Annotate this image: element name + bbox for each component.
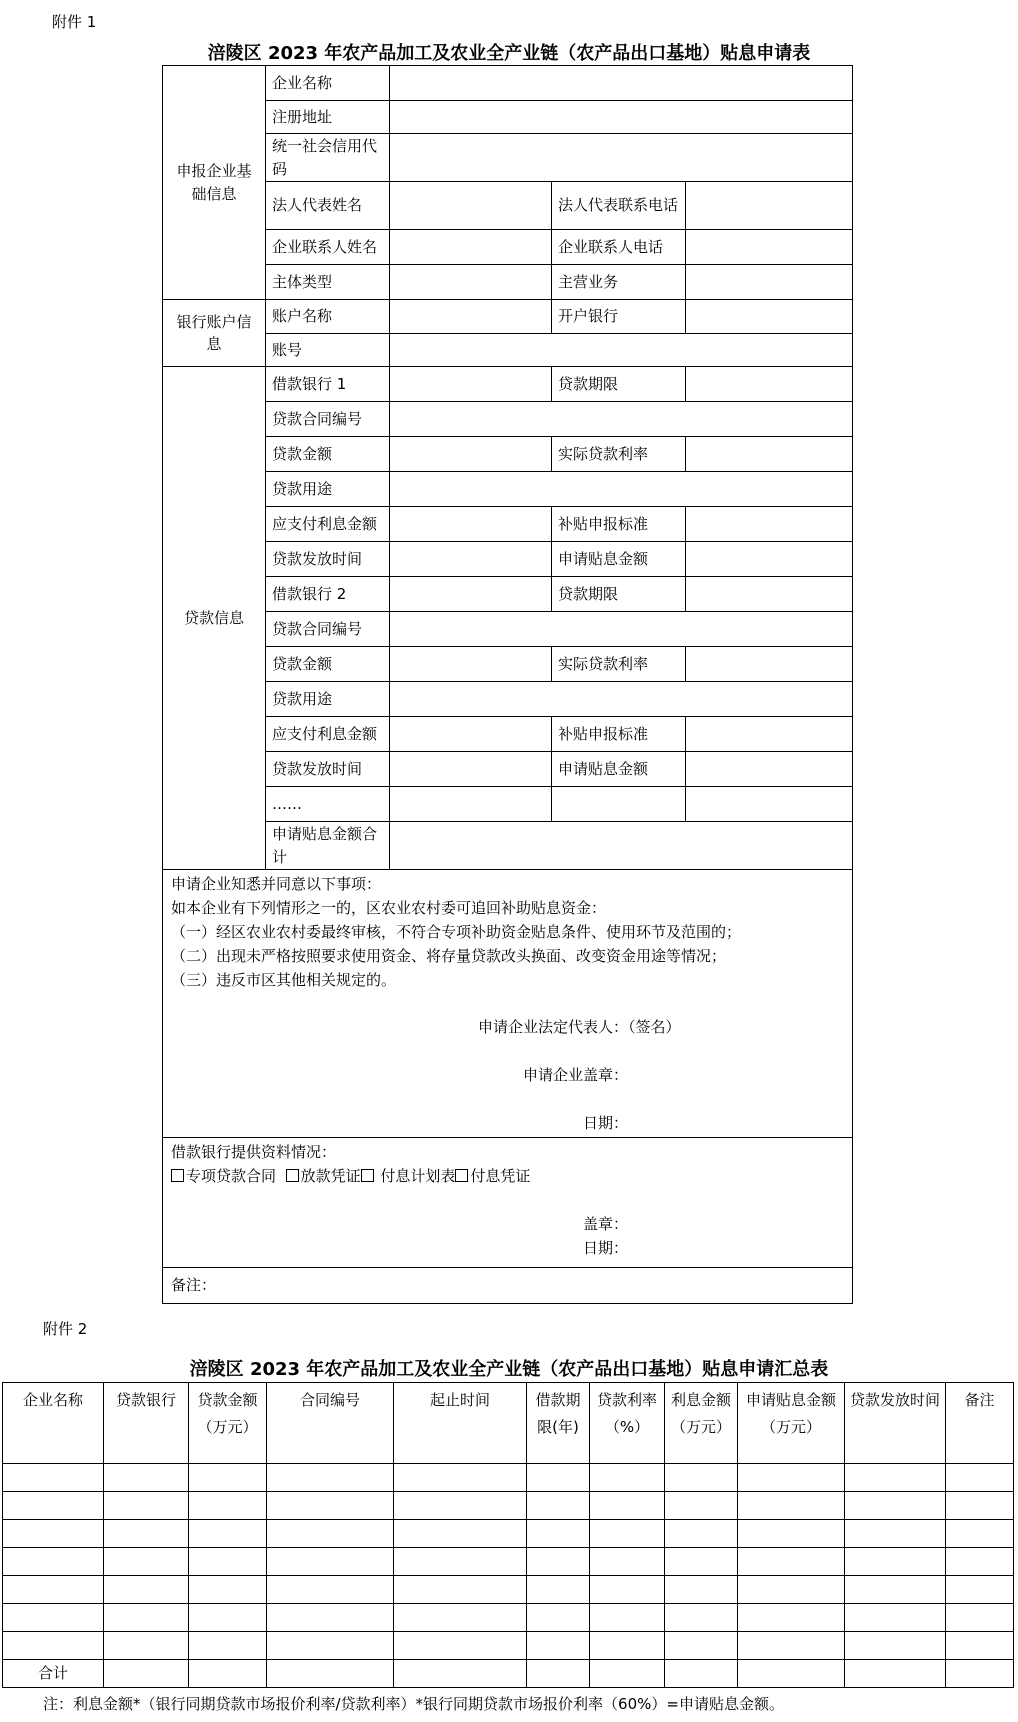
table-row bbox=[3, 1548, 1014, 1576]
input-main-business[interactable] bbox=[686, 265, 853, 300]
summary-cell[interactable] bbox=[189, 1576, 267, 1604]
input-ellipsis-2[interactable] bbox=[552, 787, 686, 822]
summary-total-cell[interactable] bbox=[104, 1660, 189, 1688]
summary-cell[interactable] bbox=[590, 1576, 665, 1604]
label-account-name: 账户名称 bbox=[266, 300, 390, 334]
input-actual-rate[interactable] bbox=[686, 437, 853, 472]
input-credit-code[interactable] bbox=[390, 134, 853, 182]
summary-table bbox=[2, 1382, 1014, 1688]
checkbox-voucher[interactable] bbox=[286, 1169, 299, 1182]
input-loan-term[interactable] bbox=[686, 367, 853, 402]
summary-total-row bbox=[3, 1660, 1014, 1688]
summary-header-cell: 贷款金额（万元） bbox=[189, 1383, 267, 1464]
input-subsidy-standard[interactable] bbox=[686, 507, 853, 542]
summary-cell[interactable] bbox=[104, 1492, 189, 1520]
attachment-label-1: 附件 1 bbox=[52, 13, 97, 31]
summary-header-cell: 企业名称 bbox=[3, 1383, 104, 1464]
input-loan-bank-2[interactable] bbox=[390, 577, 552, 612]
summary-cell[interactable] bbox=[665, 1464, 738, 1492]
summary-cell[interactable] bbox=[394, 1604, 527, 1632]
summary-cell[interactable] bbox=[527, 1576, 590, 1604]
label-actual-rate-2: 实际贷款利率 bbox=[552, 647, 686, 682]
summary-cell[interactable] bbox=[104, 1576, 189, 1604]
summary-header-cell: 贷款银行 bbox=[104, 1383, 189, 1464]
attachment-label-2: 附件 2 bbox=[43, 1320, 88, 1338]
label-actual-rate: 实际贷款利率 bbox=[552, 437, 686, 472]
remark-field[interactable] bbox=[163, 1268, 853, 1304]
label-contract-no-2: 贷款合同编号 bbox=[266, 612, 390, 647]
summary-cell[interactable] bbox=[394, 1492, 527, 1520]
label-legal-name: 法人代表姓名 bbox=[266, 182, 390, 230]
label-release-time-2: 贷款发放时间 bbox=[266, 752, 390, 787]
summary-cell[interactable] bbox=[104, 1548, 189, 1576]
summary-cell[interactable] bbox=[845, 1576, 946, 1604]
label-contact-phone: 企业联系人电话 bbox=[552, 230, 686, 265]
summary-cell[interactable] bbox=[104, 1520, 189, 1548]
label-release-time: 贷款发放时间 bbox=[266, 542, 390, 577]
label-loan-amount: 贷款金额 bbox=[266, 437, 390, 472]
summary-cell[interactable] bbox=[267, 1548, 394, 1576]
table-row bbox=[3, 1604, 1014, 1632]
table-row bbox=[3, 1464, 1014, 1492]
label-credit-code: 统一社会信用代码 bbox=[266, 134, 390, 182]
summary-cell[interactable] bbox=[527, 1464, 590, 1492]
summary-cell[interactable] bbox=[3, 1464, 104, 1492]
option-voucher-label: 放款凭证 bbox=[300, 1167, 361, 1185]
summary-cell[interactable] bbox=[665, 1632, 738, 1660]
summary-cell[interactable] bbox=[189, 1632, 267, 1660]
summary-header-cell: 起止时间 bbox=[394, 1383, 527, 1464]
table-row bbox=[3, 1520, 1014, 1548]
summary-cell[interactable] bbox=[527, 1632, 590, 1660]
summary-cell[interactable] bbox=[738, 1632, 845, 1660]
section-basic-info: 申报企业基础信息 bbox=[163, 66, 266, 300]
summary-header-cell: 备注 bbox=[946, 1383, 1014, 1464]
summary-header-row bbox=[3, 1383, 1014, 1464]
summary-cell[interactable] bbox=[845, 1520, 946, 1548]
bank-date-label: 日期： bbox=[583, 1239, 629, 1257]
summary-total-cell[interactable] bbox=[845, 1660, 946, 1688]
checkbox-payment[interactable] bbox=[455, 1169, 468, 1182]
input-apply-total[interactable] bbox=[390, 822, 853, 870]
summary-cell[interactable] bbox=[738, 1576, 845, 1604]
summary-cell[interactable] bbox=[738, 1604, 845, 1632]
summary-cell[interactable] bbox=[590, 1632, 665, 1660]
summary-total-cell[interactable] bbox=[946, 1660, 1014, 1688]
summary-cell[interactable] bbox=[738, 1548, 845, 1576]
summary-cell[interactable] bbox=[3, 1548, 104, 1576]
company-seal-label: 申请企业盖章： bbox=[523, 1066, 629, 1084]
label-loan-bank-2: 借款银行 2 bbox=[266, 577, 390, 612]
label-loan-use: 贷款用途 bbox=[266, 472, 390, 507]
input-apply-amount[interactable] bbox=[686, 542, 853, 577]
label-loan-term-2: 贷款期限 bbox=[552, 577, 686, 612]
agreement-item-3: （三）违反市区其他相关规定的。 bbox=[171, 971, 397, 989]
summary-cell[interactable] bbox=[189, 1548, 267, 1576]
table-row bbox=[3, 1576, 1014, 1604]
input-loan-bank-1[interactable] bbox=[390, 367, 552, 402]
summary-cell[interactable] bbox=[845, 1464, 946, 1492]
summary-cell[interactable] bbox=[3, 1492, 104, 1520]
summary-cell[interactable] bbox=[394, 1576, 527, 1604]
label-entity-type: 主体类型 bbox=[266, 265, 390, 300]
input-loan-use-2[interactable] bbox=[390, 682, 853, 717]
summary-cell[interactable] bbox=[267, 1492, 394, 1520]
label-apply-amount-2: 申请贴息金额 bbox=[552, 752, 686, 787]
section-loan-info: 贷款信息 bbox=[163, 367, 266, 870]
label-interest-payable: 应支付利息金额 bbox=[266, 507, 390, 542]
summary-cell[interactable] bbox=[590, 1548, 665, 1576]
summary-cell[interactable] bbox=[590, 1492, 665, 1520]
summary-total-cell[interactable] bbox=[665, 1660, 738, 1688]
summary-cell[interactable] bbox=[845, 1604, 946, 1632]
option-plan-label: 付息计划表 bbox=[380, 1167, 456, 1185]
label-subsidy-standard: 补贴申报标准 bbox=[552, 507, 686, 542]
summary-total-cell[interactable] bbox=[189, 1660, 267, 1688]
summary-header-cell: 借款期限(年) bbox=[527, 1383, 590, 1464]
agreement-intro: 如本企业有下列情形之一的，区农业农村委可追回补助贴息资金： bbox=[171, 899, 607, 917]
summary-cell[interactable] bbox=[527, 1520, 590, 1548]
bank-materials-title: 借款银行提供资料情况： bbox=[171, 1143, 337, 1161]
input-open-bank[interactable] bbox=[686, 300, 853, 334]
summary-cell[interactable] bbox=[738, 1492, 845, 1520]
summary-cell[interactable] bbox=[946, 1548, 1014, 1576]
input-contact-name[interactable] bbox=[390, 230, 552, 265]
summary-header-cell: 利息金额（万元） bbox=[665, 1383, 738, 1464]
input-subsidy-standard-2[interactable] bbox=[686, 717, 853, 752]
label-legal-phone: 法人代表联系电话 bbox=[552, 182, 686, 230]
input-contact-phone[interactable] bbox=[686, 230, 853, 265]
remark-label: 备注： bbox=[171, 1276, 217, 1295]
input-release-time[interactable] bbox=[390, 542, 552, 577]
summary-cell[interactable] bbox=[267, 1520, 394, 1548]
input-contract-no[interactable] bbox=[390, 402, 853, 437]
label-contact-name: 企业联系人姓名 bbox=[266, 230, 390, 265]
checkbox-contract[interactable] bbox=[171, 1169, 184, 1182]
section-bank-info: 银行账户信息 bbox=[163, 300, 266, 367]
summary-title: 涪陵区 2023 年农产品加工及农业全产业链（农产品出口基地）贴息申请汇总表 bbox=[189, 1359, 829, 1380]
input-legal-name[interactable] bbox=[390, 182, 552, 230]
label-ellipsis: …… bbox=[266, 787, 390, 822]
summary-cell[interactable] bbox=[189, 1520, 267, 1548]
label-main-business: 主营业务 bbox=[552, 265, 686, 300]
summary-cell[interactable] bbox=[590, 1464, 665, 1492]
summary-cell[interactable] bbox=[394, 1464, 527, 1492]
summary-cell[interactable] bbox=[104, 1464, 189, 1492]
summary-cell[interactable] bbox=[527, 1604, 590, 1632]
agreement-item-2: （二）出现未严格按照要求使用资金、将存量贷款改头换面、改变资金用途等情况； bbox=[171, 947, 727, 965]
summary-cell[interactable] bbox=[394, 1548, 527, 1576]
label-contract-no: 贷款合同编号 bbox=[266, 402, 390, 437]
summary-cell[interactable] bbox=[189, 1464, 267, 1492]
bank-seal-label: 盖章： bbox=[583, 1215, 629, 1233]
agreement-section bbox=[163, 870, 853, 1138]
input-account-name[interactable] bbox=[390, 300, 552, 334]
label-company-name: 企业名称 bbox=[266, 66, 390, 101]
bank-materials-options bbox=[171, 1164, 844, 1188]
summary-cell[interactable] bbox=[267, 1632, 394, 1660]
label-apply-total: 申请贴息金额合计 bbox=[266, 822, 390, 870]
summary-cell[interactable] bbox=[946, 1604, 1014, 1632]
summary-cell[interactable] bbox=[104, 1604, 189, 1632]
summary-cell[interactable] bbox=[267, 1576, 394, 1604]
label-loan-use-2: 贷款用途 bbox=[266, 682, 390, 717]
summary-cell[interactable] bbox=[394, 1632, 527, 1660]
summary-cell[interactable] bbox=[527, 1492, 590, 1520]
summary-cell[interactable] bbox=[3, 1632, 104, 1660]
legal-signature-label: 申请企业法定代表人：（签名） bbox=[478, 1018, 681, 1036]
summary-cell[interactable] bbox=[3, 1604, 104, 1632]
summary-total-cell[interactable] bbox=[590, 1660, 665, 1688]
summary-header-cell: 合同编号 bbox=[267, 1383, 394, 1464]
summary-header-cell: 贷款发放时间 bbox=[845, 1383, 946, 1464]
application-form bbox=[162, 65, 853, 1304]
input-ellipsis-3[interactable] bbox=[686, 787, 853, 822]
input-legal-phone[interactable] bbox=[686, 182, 853, 230]
label-apply-amount: 申请贴息金额 bbox=[552, 542, 686, 577]
summary-cell[interactable] bbox=[527, 1548, 590, 1576]
input-reg-address[interactable] bbox=[390, 101, 853, 134]
label-reg-address: 注册地址 bbox=[266, 101, 390, 134]
label-subsidy-standard-2: 补贴申报标准 bbox=[552, 717, 686, 752]
summary-cell[interactable] bbox=[946, 1576, 1014, 1604]
summary-total-cell[interactable] bbox=[527, 1660, 590, 1688]
label-open-bank: 开户银行 bbox=[552, 300, 686, 334]
summary-cell[interactable] bbox=[665, 1520, 738, 1548]
summary-cell[interactable] bbox=[665, 1492, 738, 1520]
footnote: 注：利息金额*（银行同期贷款市场报价利率/贷款利率）*银行同期贷款市场报价利率（60%）=申请贴息金额。 bbox=[43, 1695, 784, 1713]
summary-total-cell[interactable] bbox=[394, 1660, 527, 1688]
label-account-no: 账号 bbox=[266, 334, 390, 367]
checkbox-plan[interactable] bbox=[361, 1169, 374, 1182]
summary-cell[interactable] bbox=[189, 1492, 267, 1520]
summary-cell[interactable] bbox=[3, 1576, 104, 1604]
summary-cell[interactable] bbox=[590, 1604, 665, 1632]
summary-header-cell: 申请贴息金额（万元） bbox=[738, 1383, 845, 1464]
summary-cell[interactable] bbox=[738, 1464, 845, 1492]
summary-cell[interactable] bbox=[738, 1520, 845, 1548]
table-row bbox=[3, 1492, 1014, 1520]
summary-total-cell[interactable] bbox=[267, 1660, 394, 1688]
summary-cell[interactable] bbox=[267, 1464, 394, 1492]
bank-materials-section bbox=[163, 1138, 853, 1268]
input-account-no[interactable] bbox=[390, 334, 853, 367]
summary-cell[interactable] bbox=[946, 1464, 1014, 1492]
input-loan-term-2[interactable] bbox=[686, 577, 853, 612]
input-interest-payable-2[interactable] bbox=[390, 717, 552, 752]
summary-total-label: 合计 bbox=[3, 1660, 104, 1688]
label-interest-payable-2: 应支付利息金额 bbox=[266, 717, 390, 752]
summary-cell[interactable] bbox=[189, 1604, 267, 1632]
table-row bbox=[3, 1632, 1014, 1660]
summary-total-cell[interactable] bbox=[738, 1660, 845, 1688]
input-entity-type[interactable] bbox=[390, 265, 552, 300]
summary-cell[interactable] bbox=[946, 1492, 1014, 1520]
agreement-item-1: （一）经区农业农村委最终审核，不符合专项补助资金贴息条件、使用环节及范围的； bbox=[171, 923, 742, 941]
summary-cell[interactable] bbox=[104, 1632, 189, 1660]
summary-cell[interactable] bbox=[394, 1520, 527, 1548]
summary-cell[interactable] bbox=[665, 1576, 738, 1604]
agreement-date-label: 日期： bbox=[583, 1114, 629, 1132]
input-loan-amount[interactable] bbox=[390, 437, 552, 472]
summary-cell[interactable] bbox=[845, 1492, 946, 1520]
input-release-time-2[interactable] bbox=[390, 752, 552, 787]
input-interest-payable[interactable] bbox=[390, 507, 552, 542]
input-apply-amount-2[interactable] bbox=[686, 752, 853, 787]
summary-cell[interactable] bbox=[845, 1632, 946, 1660]
input-company-name[interactable] bbox=[390, 66, 853, 101]
option-contract-label: 专项贷款合同 bbox=[186, 1167, 277, 1185]
input-ellipsis-1[interactable] bbox=[390, 787, 552, 822]
summary-cell[interactable] bbox=[3, 1520, 104, 1548]
label-loan-amount-2: 贷款金额 bbox=[266, 647, 390, 682]
summary-cell[interactable] bbox=[946, 1520, 1014, 1548]
summary-cell[interactable] bbox=[665, 1548, 738, 1576]
form-title: 涪陵区 2023 年农产品加工及农业全产业链（农产品出口基地）贴息申请表 bbox=[207, 43, 811, 64]
input-actual-rate-2[interactable] bbox=[686, 647, 853, 682]
summary-cell[interactable] bbox=[845, 1548, 946, 1576]
label-loan-bank-1: 借款银行 1 bbox=[266, 367, 390, 402]
summary-cell[interactable] bbox=[665, 1604, 738, 1632]
summary-cell[interactable] bbox=[590, 1520, 665, 1548]
option-payment-label: 付息凭证 bbox=[470, 1167, 531, 1185]
summary-cell[interactable] bbox=[267, 1604, 394, 1632]
summary-header-cell: 贷款利率（%） bbox=[590, 1383, 665, 1464]
label-loan-term: 贷款期限 bbox=[552, 367, 686, 402]
input-loan-amount-2[interactable] bbox=[390, 647, 552, 682]
input-loan-use[interactable] bbox=[390, 472, 853, 507]
input-contract-no-2[interactable] bbox=[390, 612, 853, 647]
agreement-title: 申请企业知悉并同意以下事项： bbox=[171, 875, 382, 893]
summary-cell[interactable] bbox=[946, 1632, 1014, 1660]
